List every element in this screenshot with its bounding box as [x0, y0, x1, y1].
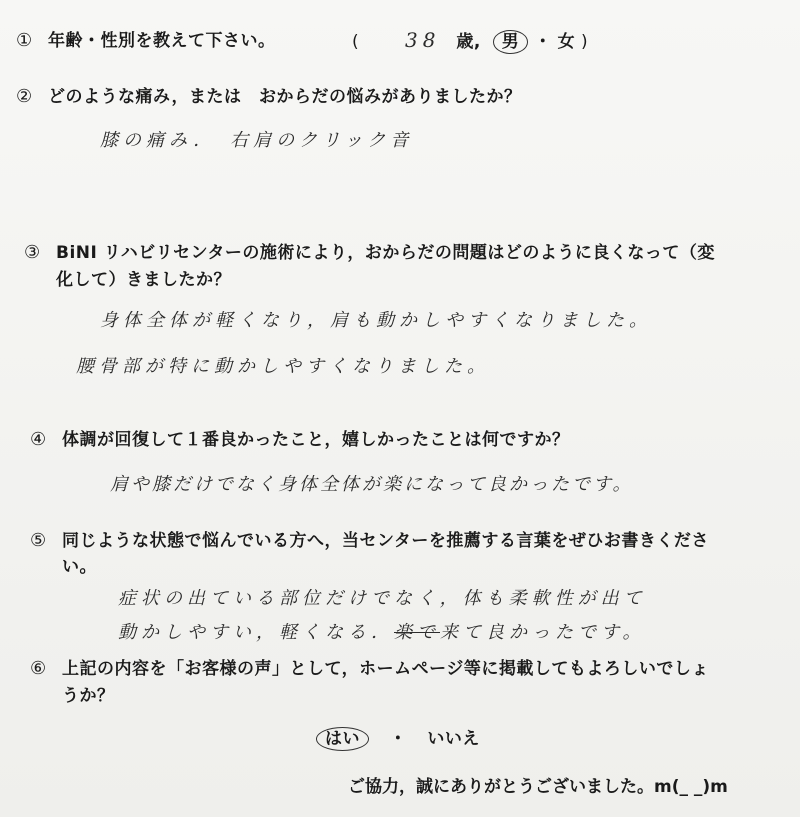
question-5-number: ⑤ [30, 530, 47, 551]
question-3-line-1 [24, 240, 715, 266]
answer-5-text-b: 来て良かったです。 [440, 622, 646, 643]
question-1-text: 年齢・性別を教えて下さい。 [48, 31, 276, 51]
question-5-line-2: い。 [62, 557, 97, 577]
answer-5-line-2 [118, 618, 646, 644]
age-value: 38 [405, 28, 441, 52]
question-2 [16, 84, 522, 110]
question-4 [30, 427, 570, 453]
answer-5-line-1: 症状の出ている部位だけでなく，体も柔軟性が出て [118, 588, 647, 609]
age-gender-field [352, 26, 588, 55]
consent-separator: ・ [389, 729, 407, 749]
question-1 [16, 28, 276, 54]
answer-5-text-a: 動かしやすい，軽くなる． [118, 622, 394, 643]
answer-2: 膝の痛み． 右肩のクリック音 [100, 130, 414, 151]
paren-open: ( [352, 32, 360, 52]
question-6-line-1 [30, 656, 709, 682]
consent-options [316, 727, 480, 752]
gender-separator: ・ [534, 32, 552, 52]
question-2-text: どのような痛み，または おからだの悩みがありましたか？ [48, 87, 522, 107]
question-2-number: ② [16, 86, 33, 107]
question-6-text-1: 上記の内容を「お客様の声」として，ホームページ等に掲載してもよろしいでしょ [62, 659, 709, 679]
answer-4: 肩や膝だけでなく身体全体が楽になって良かったです。 [110, 474, 634, 495]
paren-close: ) [581, 32, 589, 52]
question-6-number: ⑥ [30, 658, 47, 679]
answer-3-line-2: 腰骨部が特に動かしやすくなりました。 [76, 356, 490, 377]
question-5-text-1: 同じような状態で悩んでいる方へ，当センターを推薦する言葉をぜひお書きくださ [62, 531, 709, 551]
gender-male-circled: 男 [493, 30, 529, 54]
answer-5-struck-word: 楽で [394, 622, 440, 643]
question-5-line-1 [30, 528, 709, 554]
question-4-number: ④ [30, 429, 47, 450]
consent-yes-circled: はい [316, 727, 369, 751]
age-suffix: 歳, [456, 32, 481, 52]
question-3-line-2: 化して）きましたか？ [56, 270, 231, 290]
gender-female: 女 [557, 32, 576, 52]
answer-3-line-1: 身体全体が軽くなり，肩も動かしやすくなりました。 [100, 310, 652, 331]
question-1-number: ① [16, 30, 33, 51]
consent-no: いいえ [427, 729, 480, 749]
question-3-text-1: BiNI リハビリセンターの施術により，おからだの問題はどのように良くなって（変 [56, 243, 715, 263]
question-6-line-2: うか？ [62, 686, 115, 706]
question-4-text: 体調が回復して１番良かったこと，嬉しかったことは何ですか？ [62, 430, 570, 450]
thanks-message: ご協力，誠にありがとうございました。m(_ _)m [348, 777, 728, 797]
question-3-number: ③ [24, 242, 41, 263]
